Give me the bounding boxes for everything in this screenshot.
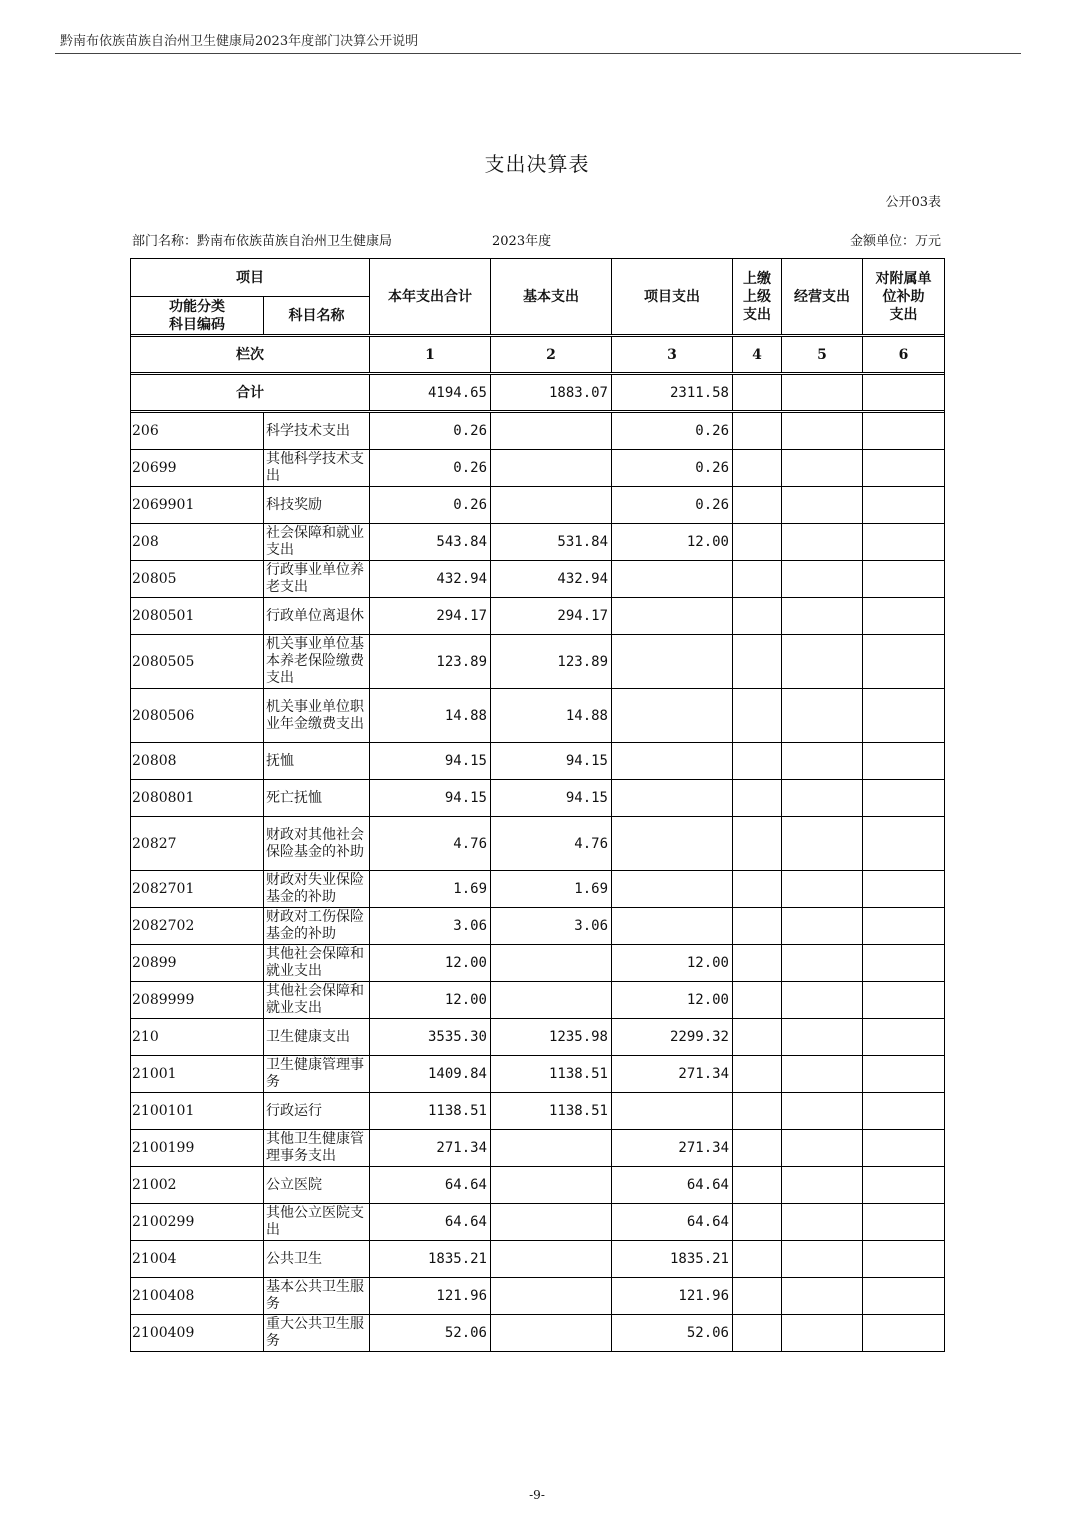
row-total: 64.64 [370, 1167, 491, 1204]
row-total: 94.15 [370, 780, 491, 817]
row-code: 20805 [131, 561, 264, 598]
row-total: 1138.51 [370, 1093, 491, 1130]
row-upper [733, 635, 782, 689]
row-basic [491, 945, 612, 982]
row-subsidy [863, 524, 945, 561]
row-subsidy [863, 1315, 945, 1352]
row-subject-name: 公立医院 [264, 1167, 370, 1204]
row-subject-name: 社会保障和就业支出 [264, 524, 370, 561]
row-total: 12.00 [370, 945, 491, 982]
totals-operating [782, 375, 863, 411]
row-subject-name: 财政对失业保险基金的补助 [264, 871, 370, 908]
header-basic: 基本支出 [491, 259, 612, 335]
row-subject-name: 死亡抚恤 [264, 780, 370, 817]
row-project: 64.64 [612, 1204, 733, 1241]
row-subject-name: 其他公立医院支出 [264, 1204, 370, 1241]
row-subject-name: 其他科学技术支出 [264, 450, 370, 487]
row-upper [733, 1056, 782, 1093]
row-operating [782, 487, 863, 524]
row-subject-name: 其他社会保障和就业支出 [264, 945, 370, 982]
row-project: 64.64 [612, 1167, 733, 1204]
table-row [131, 1130, 945, 1167]
header-item: 项目 [131, 259, 370, 297]
row-basic: 123.89 [491, 635, 612, 689]
row-total: 294.17 [370, 598, 491, 635]
row-upper [733, 1204, 782, 1241]
row-operating [782, 413, 863, 450]
row-operating [782, 945, 863, 982]
totals-upper [733, 375, 782, 411]
table-row [131, 1278, 945, 1315]
table-row [131, 908, 945, 945]
table-row [131, 1315, 945, 1352]
row-subject-name: 卫生健康支出 [264, 1019, 370, 1056]
department-name: 部门名称：黔南布依族苗族自治州卫生健康局 [132, 234, 393, 249]
row-upper [733, 780, 782, 817]
header-operating: 经营支出 [782, 259, 863, 335]
row-total: 0.26 [370, 487, 491, 524]
totals-row [131, 375, 945, 411]
row-operating [782, 780, 863, 817]
col-4: 4 [733, 337, 782, 373]
row-project: 0.26 [612, 487, 733, 524]
row-operating [782, 689, 863, 743]
row-code: 2089999 [131, 982, 264, 1019]
row-project [612, 780, 733, 817]
row-total: 1409.84 [370, 1056, 491, 1093]
row-basic [491, 1167, 612, 1204]
row-project: 12.00 [612, 524, 733, 561]
row-project [612, 689, 733, 743]
row-upper [733, 413, 782, 450]
totals-subsidy [863, 375, 945, 411]
table-row [131, 871, 945, 908]
row-total: 52.06 [370, 1315, 491, 1352]
row-upper [733, 982, 782, 1019]
row-total: 0.26 [370, 450, 491, 487]
row-subject-name: 抚恤 [264, 743, 370, 780]
row-basic: 1.69 [491, 871, 612, 908]
row-project [612, 817, 733, 871]
row-project [612, 561, 733, 598]
row-code: 2080506 [131, 689, 264, 743]
row-operating [782, 1130, 863, 1167]
row-operating [782, 817, 863, 871]
row-subject-name: 机关事业单位职业年金缴费支出 [264, 689, 370, 743]
row-total: 271.34 [370, 1130, 491, 1167]
row-operating [782, 871, 863, 908]
row-basic: 4.76 [491, 817, 612, 871]
row-project: 1835.21 [612, 1241, 733, 1278]
page-title: 支出决算表 [484, 152, 590, 176]
table-row [131, 780, 945, 817]
row-subject-name: 基本公共卫生服务 [264, 1278, 370, 1315]
row-subsidy [863, 1278, 945, 1315]
row-project [612, 871, 733, 908]
col-2: 2 [491, 337, 612, 373]
row-subsidy [863, 487, 945, 524]
row-subsidy [863, 908, 945, 945]
header-subsidy: 对附属单 位补助 支出 [863, 259, 945, 335]
row-code: 208 [131, 524, 264, 561]
row-subsidy [863, 945, 945, 982]
row-subsidy [863, 450, 945, 487]
header-rule [55, 53, 1021, 54]
table-row [131, 598, 945, 635]
totals-total: 4194.65 [370, 375, 491, 411]
row-upper [733, 817, 782, 871]
row-project: 12.00 [612, 982, 733, 1019]
row-total: 1835.21 [370, 1241, 491, 1278]
col-6: 6 [863, 337, 945, 373]
totals-label: 合计 [131, 375, 370, 411]
table-row [131, 1093, 945, 1130]
table-row [131, 524, 945, 561]
fiscal-year: 2023年度 [492, 234, 552, 249]
row-project [612, 1093, 733, 1130]
row-subject-name: 机关事业单位基本养老保险缴费支出 [264, 635, 370, 689]
row-project: 2299.32 [612, 1019, 733, 1056]
col-label: 栏次 [131, 337, 370, 373]
row-operating [782, 1315, 863, 1352]
row-subsidy [863, 1241, 945, 1278]
table-body [131, 413, 945, 1352]
row-upper [733, 743, 782, 780]
header-upper: 上缴 上级 支出 [733, 259, 782, 335]
row-subject-name: 行政运行 [264, 1093, 370, 1130]
row-project: 0.26 [612, 450, 733, 487]
row-total: 432.94 [370, 561, 491, 598]
row-code: 2082702 [131, 908, 264, 945]
row-subject-name: 行政单位离退休 [264, 598, 370, 635]
row-subject-name: 科技奖励 [264, 487, 370, 524]
row-code: 20827 [131, 817, 264, 871]
expenditure-table [130, 258, 945, 1352]
row-project [612, 743, 733, 780]
row-upper [733, 1019, 782, 1056]
row-code: 20699 [131, 450, 264, 487]
row-total: 14.88 [370, 689, 491, 743]
row-operating [782, 1167, 863, 1204]
row-subsidy [863, 817, 945, 871]
row-subsidy [863, 561, 945, 598]
amount-unit: 金额单位：万元 [849, 234, 941, 249]
table-row [131, 689, 945, 743]
row-upper [733, 450, 782, 487]
row-subject-name: 重大公共卫生服务 [264, 1315, 370, 1352]
row-code: 2080501 [131, 598, 264, 635]
row-basic: 94.15 [491, 743, 612, 780]
row-operating [782, 982, 863, 1019]
table-row [131, 450, 945, 487]
row-subsidy [863, 743, 945, 780]
table-row [131, 1167, 945, 1204]
row-total: 121.96 [370, 1278, 491, 1315]
row-total: 4.76 [370, 817, 491, 871]
row-upper [733, 908, 782, 945]
table-row [131, 561, 945, 598]
row-upper [733, 487, 782, 524]
row-code: 2100199 [131, 1130, 264, 1167]
row-total: 64.64 [370, 1204, 491, 1241]
row-basic [491, 450, 612, 487]
row-code: 2100101 [131, 1093, 264, 1130]
row-subsidy [863, 982, 945, 1019]
row-subsidy [863, 1167, 945, 1204]
row-subject-name: 其他社会保障和就业支出 [264, 982, 370, 1019]
row-basic [491, 487, 612, 524]
row-operating [782, 561, 863, 598]
row-subsidy [863, 689, 945, 743]
row-total: 1.69 [370, 871, 491, 908]
header-func-code: 功能分类 科目编码 [131, 297, 264, 335]
row-code: 21004 [131, 1241, 264, 1278]
row-code: 2080801 [131, 780, 264, 817]
table-row [131, 635, 945, 689]
row-basic: 1138.51 [491, 1093, 612, 1130]
table-row [131, 1204, 945, 1241]
row-operating [782, 743, 863, 780]
running-header: 黔南布依族苗族自治州卫生健康局2023年度部门决算公开说明 [60, 34, 419, 49]
row-subject-name: 其他卫生健康管理事务支出 [264, 1130, 370, 1167]
row-basic: 1235.98 [491, 1019, 612, 1056]
row-subsidy [863, 780, 945, 817]
row-operating [782, 908, 863, 945]
row-basic [491, 1278, 612, 1315]
row-subject-name: 财政对其他社会保险基金的补助 [264, 817, 370, 871]
row-code: 20808 [131, 743, 264, 780]
row-code: 206 [131, 413, 264, 450]
row-upper [733, 871, 782, 908]
row-project: 121.96 [612, 1278, 733, 1315]
header-total: 本年支出合计 [370, 259, 491, 335]
table-row [131, 982, 945, 1019]
row-operating [782, 1278, 863, 1315]
row-upper [733, 524, 782, 561]
row-subject-name: 行政事业单位养老支出 [264, 561, 370, 598]
row-basic: 3.06 [491, 908, 612, 945]
row-project: 271.34 [612, 1056, 733, 1093]
row-code: 2082701 [131, 871, 264, 908]
row-code: 2069901 [131, 487, 264, 524]
table-row [131, 1241, 945, 1278]
row-basic: 432.94 [491, 561, 612, 598]
row-subsidy [863, 1093, 945, 1130]
row-code: 2100409 [131, 1315, 264, 1352]
row-basic [491, 1204, 612, 1241]
row-operating [782, 1093, 863, 1130]
row-basic [491, 1130, 612, 1167]
table-row [131, 413, 945, 450]
row-project: 52.06 [612, 1315, 733, 1352]
row-basic: 94.15 [491, 780, 612, 817]
page-number: -9- [529, 1488, 545, 1502]
row-total: 94.15 [370, 743, 491, 780]
row-upper [733, 1315, 782, 1352]
row-upper [733, 1167, 782, 1204]
row-total: 3535.30 [370, 1019, 491, 1056]
totals-basic: 1883.07 [491, 375, 612, 411]
row-operating [782, 1056, 863, 1093]
row-code: 2100408 [131, 1278, 264, 1315]
row-basic: 14.88 [491, 689, 612, 743]
header-subject-name: 科目名称 [264, 297, 370, 335]
table-row [131, 487, 945, 524]
row-subsidy [863, 1130, 945, 1167]
row-subject-name: 卫生健康管理事务 [264, 1056, 370, 1093]
table-row [131, 1019, 945, 1056]
row-upper [733, 945, 782, 982]
row-upper [733, 598, 782, 635]
row-subject-name: 公共卫生 [264, 1241, 370, 1278]
row-project [612, 598, 733, 635]
row-upper [733, 561, 782, 598]
row-basic: 294.17 [491, 598, 612, 635]
table-code: 公开03表 [885, 195, 941, 210]
row-subsidy [863, 1056, 945, 1093]
row-operating [782, 1204, 863, 1241]
row-upper [733, 1241, 782, 1278]
totals-project: 2311.58 [612, 375, 733, 411]
col-5: 5 [782, 337, 863, 373]
row-code: 2100299 [131, 1204, 264, 1241]
row-project [612, 635, 733, 689]
row-upper [733, 1093, 782, 1130]
row-subsidy [863, 598, 945, 635]
row-subject-name: 财政对工伤保险基金的补助 [264, 908, 370, 945]
col-3: 3 [612, 337, 733, 373]
row-code: 21001 [131, 1056, 264, 1093]
row-total: 12.00 [370, 982, 491, 1019]
row-total: 543.84 [370, 524, 491, 561]
table-row [131, 817, 945, 871]
row-operating [782, 450, 863, 487]
row-code: 20899 [131, 945, 264, 982]
table-row [131, 945, 945, 982]
row-basic: 531.84 [491, 524, 612, 561]
row-project [612, 908, 733, 945]
row-operating [782, 635, 863, 689]
row-code: 21002 [131, 1167, 264, 1204]
row-basic: 1138.51 [491, 1056, 612, 1093]
row-subsidy [863, 871, 945, 908]
row-operating [782, 1019, 863, 1056]
row-total: 3.06 [370, 908, 491, 945]
row-subject-name: 科学技术支出 [264, 413, 370, 450]
row-operating [782, 524, 863, 561]
row-upper [733, 1130, 782, 1167]
row-total: 0.26 [370, 413, 491, 450]
row-project: 12.00 [612, 945, 733, 982]
row-upper [733, 689, 782, 743]
row-subsidy [863, 413, 945, 450]
row-operating [782, 598, 863, 635]
row-project: 0.26 [612, 413, 733, 450]
row-upper [733, 1278, 782, 1315]
row-basic [491, 1315, 612, 1352]
row-project: 271.34 [612, 1130, 733, 1167]
row-subsidy [863, 1019, 945, 1056]
table-row [131, 1056, 945, 1093]
row-total: 123.89 [370, 635, 491, 689]
row-subsidy [863, 635, 945, 689]
row-code: 2080505 [131, 635, 264, 689]
row-basic [491, 982, 612, 1019]
header-project: 项目支出 [612, 259, 733, 335]
row-operating [782, 1241, 863, 1278]
table-row [131, 743, 945, 780]
col-1: 1 [370, 337, 491, 373]
row-basic [491, 413, 612, 450]
row-subsidy [863, 1204, 945, 1241]
row-basic [491, 1241, 612, 1278]
row-code: 210 [131, 1019, 264, 1056]
